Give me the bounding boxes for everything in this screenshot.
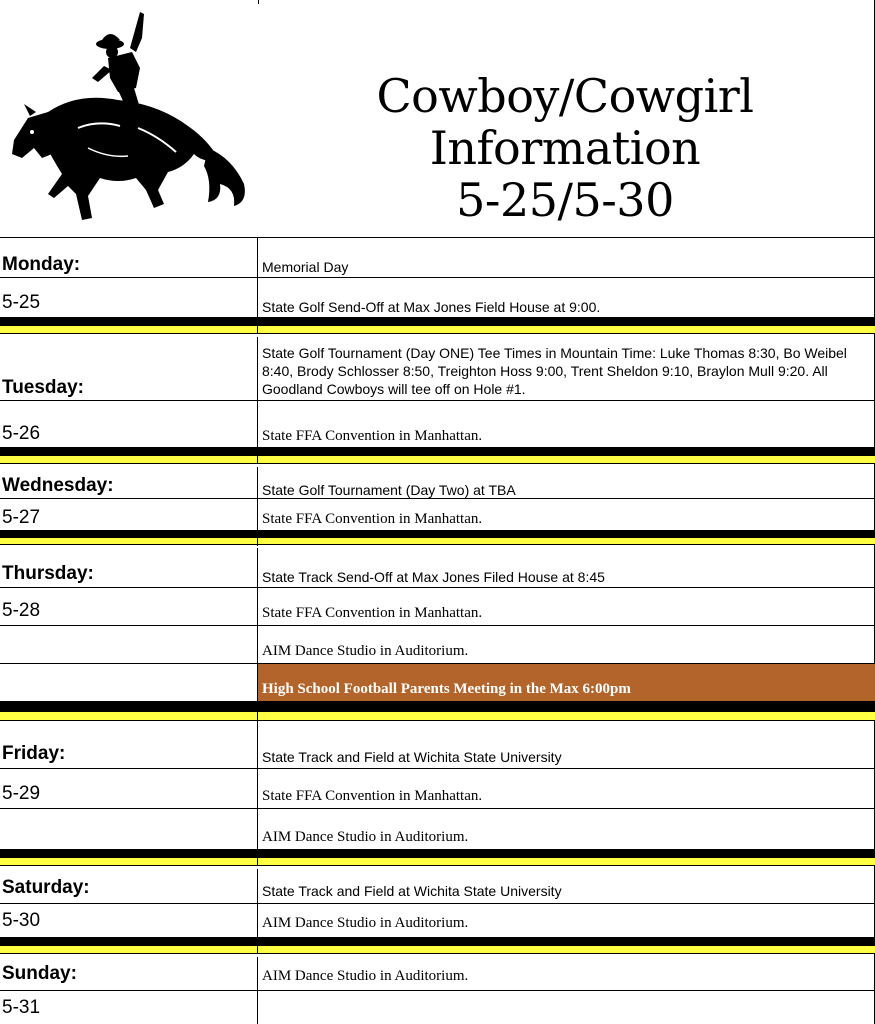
date-label-thursday: 5-28 <box>2 600 41 621</box>
day-label-tuesday: Tuesday: <box>2 377 85 398</box>
empty-cell <box>0 809 258 850</box>
table-row <box>0 337 875 401</box>
highlighted-event-cell <box>258 664 875 702</box>
event-text: High School Football Parents Meeting in the Max 6:00pm <box>262 681 631 697</box>
day-label-saturday: Saturday: <box>2 877 90 898</box>
header <box>0 0 875 238</box>
date-label-wednesday: 5-27 <box>2 507 41 528</box>
event-cell <box>258 467 875 499</box>
date-cell <box>0 499 258 531</box>
event-cell <box>258 904 875 938</box>
day-cell <box>0 467 258 499</box>
event-text: State Golf Tournament (Day Two) at TBA <box>262 482 516 498</box>
date-label-friday: 5-29 <box>2 783 41 804</box>
event-text: State FFA Convention in Manhattan. <box>262 511 483 527</box>
date-cell <box>0 401 258 448</box>
event-cell <box>258 548 875 588</box>
table-row <box>0 721 875 769</box>
event-cell <box>258 337 875 401</box>
event-cell-empty <box>258 991 875 1024</box>
date-cell <box>0 991 258 1024</box>
event-cell <box>258 626 875 664</box>
table-row <box>0 991 875 1024</box>
title-line-3: 5-25/5-30 <box>456 173 674 227</box>
page-title <box>300 70 830 226</box>
date-cell <box>0 588 258 626</box>
event-cell <box>258 278 875 318</box>
table-row <box>0 238 875 278</box>
event-text: State Track and Field at Wichita State University <box>262 749 562 765</box>
table-row <box>0 626 875 664</box>
day-label-monday: Monday: <box>2 254 81 275</box>
day-separator <box>0 850 875 869</box>
table-row <box>0 904 875 938</box>
event-cell <box>258 957 875 991</box>
day-cell <box>0 337 258 401</box>
table-row <box>0 769 875 809</box>
day-separator <box>0 448 875 467</box>
day-cell <box>0 238 258 278</box>
table-row <box>0 664 875 702</box>
date-label-monday: 5-25 <box>2 292 41 313</box>
date-label-tuesday: 5-26 <box>2 423 41 444</box>
table-row <box>0 499 875 531</box>
empty-cell <box>0 626 258 664</box>
event-cell <box>258 238 875 278</box>
table-row <box>0 957 875 991</box>
event-text: State Golf Send-Off at Max Jones Field House at 9:00. <box>262 299 601 315</box>
table-row <box>0 401 875 448</box>
corner-tick <box>258 0 259 4</box>
day-separator <box>0 938 875 957</box>
title-line-2: Information <box>429 121 701 175</box>
event-text: State FFA Convention in Manhattan. <box>262 605 483 621</box>
event-text: State Track and Field at Wichita State University <box>262 883 562 899</box>
event-text: AIM Dance Studio in Auditorium. <box>262 829 469 845</box>
event-text: Memorial Day <box>262 259 349 275</box>
table-row <box>0 467 875 499</box>
bucking-horse-rider-icon <box>8 8 253 228</box>
date-label-saturday: 5-30 <box>2 910 41 931</box>
table-row <box>0 809 875 850</box>
day-separator <box>0 531 875 548</box>
event-text: AIM Dance Studio in Auditorium. <box>262 915 469 931</box>
day-label-wednesday: Wednesday: <box>2 475 114 496</box>
day-label-thursday: Thursday: <box>2 563 94 584</box>
day-separator <box>0 318 875 337</box>
date-label-sunday: 5-31 <box>2 997 41 1018</box>
date-cell <box>0 904 258 938</box>
event-cell <box>258 499 875 531</box>
table-row <box>0 869 875 904</box>
event-cell <box>258 401 875 448</box>
event-text: AIM Dance Studio in Auditorium. <box>262 968 469 984</box>
event-cell <box>258 809 875 850</box>
table-row <box>0 278 875 318</box>
event-cell <box>258 869 875 904</box>
day-separator <box>0 702 875 721</box>
empty-cell <box>0 664 258 702</box>
event-text: State Track Send-Off at Max Jones Filed House at 8:45 <box>262 569 605 585</box>
date-cell <box>0 769 258 809</box>
day-label-friday: Friday: <box>2 743 66 764</box>
day-cell <box>0 721 258 769</box>
day-label-sunday: Sunday: <box>2 963 77 984</box>
event-text: State FFA Convention in Manhattan. <box>262 788 483 804</box>
title-line-1: Cowboy/Cowgirl <box>376 69 754 123</box>
event-cell <box>258 721 875 769</box>
table-row <box>0 548 875 588</box>
event-cell <box>258 588 875 626</box>
day-cell <box>0 957 258 991</box>
event-text: State Golf Tournament (Day ONE) Tee Times in Mountain Time: Luke Thomas 8:30, Bo Weibel 8:40, Brody Schlosser 8:50, Treighton Hoss 9:00, Trent Sheldon 9:10, Braylon Mull 9:20. All Goodland Cowboys will tee off on Hole #1. <box>262 345 847 397</box>
table-row <box>0 588 875 626</box>
event-text: AIM Dance Studio in Auditorium. <box>262 643 469 659</box>
date-cell <box>0 278 258 318</box>
event-cell <box>258 769 875 809</box>
event-text: State FFA Convention in Manhattan. <box>262 428 483 444</box>
day-cell <box>0 548 258 588</box>
day-cell <box>0 869 258 904</box>
